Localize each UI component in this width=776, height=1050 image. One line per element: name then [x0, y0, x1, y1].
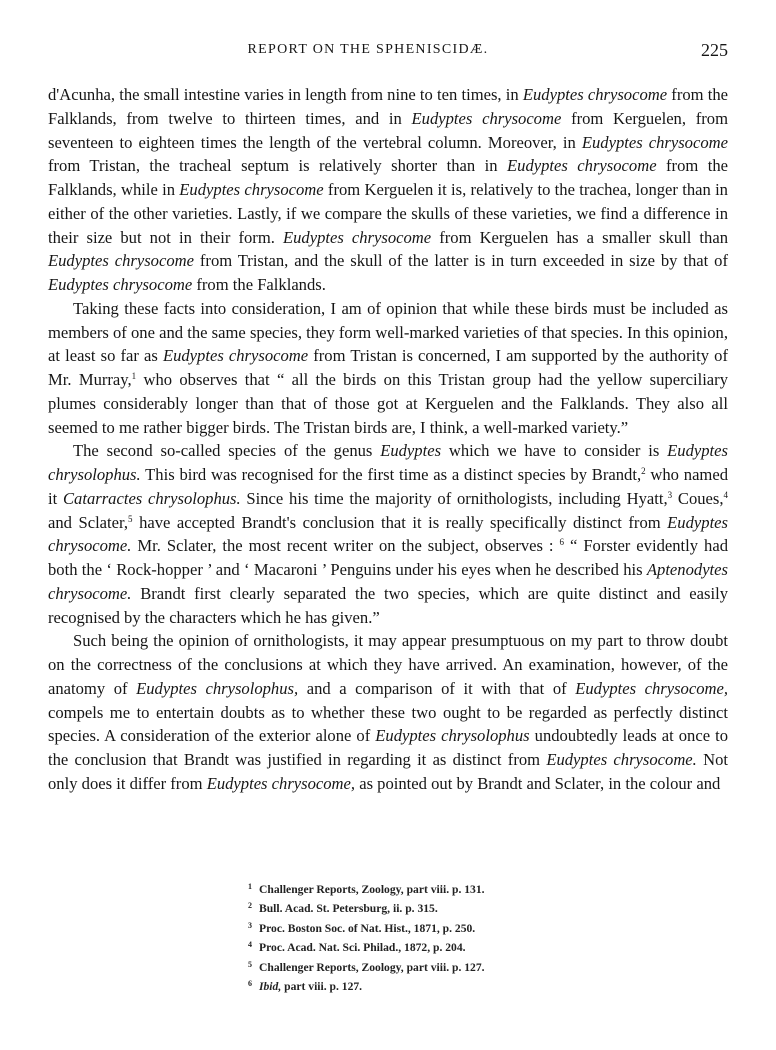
- italic-run: Eudyptes chrysocome,: [575, 678, 729, 698]
- italic-run: Eudyptes chrysolophus,: [136, 678, 299, 698]
- footnote-ref: 1: [131, 371, 137, 381]
- footnotes: [248, 880, 718, 996]
- text-run: and Sclater,: [48, 512, 129, 532]
- italic-run: Eudyptes chrysocome.: [48, 512, 728, 556]
- italic-run: Eudyptes chrysocome: [282, 227, 432, 247]
- footnote-ref: 3: [667, 489, 673, 500]
- text-run: Proc. Acad. Nat. Sci. Philad., 1872, p. 204.: [259, 941, 466, 955]
- text-run: “ Forster evidently had both the ‘ Rock-hopper ’ and ‘ Macaroni ’ Penguins under his eyes when he described his: [48, 536, 728, 579]
- text-run: from Kerguelen has a smaller skull than: [431, 227, 728, 247]
- paragraph: [48, 83, 728, 297]
- italic-run: Eudyptes chrysocome: [581, 132, 728, 152]
- text-run: Not only does it differ from: [48, 750, 728, 793]
- text-run: Taking these facts into consideration, I am of opinion that while these birds must be included as members of one and the same species, they form well-marked varieties of that species. In this opinion, at least so far as: [48, 298, 728, 366]
- text-run: from Kerguelen it is, relatively to the trachea, longer than in either of the other varieties. Lastly, if we compare the skulls of these varieties, we find a difference in their size but not in their form.: [48, 180, 728, 247]
- text-run: who observes that “ all the birds on this Tristan group had the yellow superciliary plumes considerably longer than that of those got at Kerguelen and the Falklands. They also all seemed to me rather bigger birds. The Tristan birds are, I think, a well-marked variety.”: [48, 370, 729, 437]
- italic-run: Eudyptes chrysolophus.: [48, 441, 728, 484]
- italic-run: Eudyptes: [380, 441, 442, 461]
- text-run: The second so-called species of the genus: [73, 441, 381, 461]
- text-run: compels me to entertain doubts as to whether these two ought to be regarded as perfectly distinct species. A consideration of the exterior alone of: [48, 702, 728, 746]
- footnote: 5 Challenger Reports, Zoology, part viii. p. 127.: [248, 959, 485, 974]
- running-head: [48, 40, 728, 64]
- italic-run: Eudyptes chrysolophus: [375, 726, 530, 746]
- footnote: 1 Challenger Reports, Zoology, part viii. p. 131.: [248, 882, 485, 896]
- text-run: from Tristan, the tracheal septum is relatively shorter than in: [48, 156, 508, 176]
- italic-run: Eudyptes chrysocome: [179, 180, 324, 199]
- text-run: from the Falklands, while in: [48, 156, 728, 199]
- footnote-text: [259, 961, 485, 974]
- text-run: Challenger Reports, Zoology, part viii. p. 131.: [259, 883, 485, 896]
- italic-run: Eudyptes chrysocome,: [206, 773, 356, 793]
- footnote-text: [259, 883, 485, 896]
- footnote: 6 Ibid, part viii. p. 127.: [248, 979, 363, 994]
- paragraph: [48, 439, 728, 629]
- text-run: part viii. p. 127.: [281, 980, 363, 994]
- footnote-ref: 4: [723, 489, 729, 500]
- italic-run: Eudyptes chrysocome: [522, 85, 668, 104]
- text-run: Brandt first clearly separated the two species, which are quite distinct and easily recognised by the characters which he has given.”: [48, 583, 728, 627]
- italic-run: Catarractes chrysolophus.: [62, 488, 241, 508]
- footnote-ref: 6: [559, 537, 565, 548]
- footnote: 2 Bull. Acad. St. Petersburg, ii. p. 315.: [248, 901, 438, 916]
- text-run: This bird was recognised for the first time as a distinct species by Brandt,: [140, 465, 642, 484]
- italic-run: Eudyptes chrysocome: [48, 275, 193, 294]
- footnote-text: [259, 922, 475, 935]
- footnote-ref: 5: [128, 513, 133, 524]
- footnote-text: [259, 980, 362, 993]
- italic-run: Ibid,: [259, 980, 282, 994]
- text-run: Mr. Sclater, the most recent writer on the subject, observes :: [131, 536, 560, 556]
- text-run: Since his time the majority of ornithologists, including Hyatt,: [240, 488, 668, 508]
- page-number: 225: [701, 40, 728, 60]
- text-run: Coues,: [672, 488, 724, 508]
- footnote: 4 Proc. Acad. Nat. Sci. Philad., 1872, p. 204.: [248, 940, 466, 955]
- text-run: undoubtedly leads at once to the conclusion that Brandt was justified in regarding it as distinct from: [48, 726, 729, 769]
- footnote-text: [259, 941, 466, 954]
- text-run: Bull. Acad. St. Petersburg, ii. p. 315.: [259, 902, 438, 916]
- text-run: as pointed out by Brandt and Sclater, in the colour and: [355, 773, 721, 793]
- footnote: 3 Proc. Boston Soc. of Nat. Hist., 1871, p. 250.: [248, 920, 476, 935]
- paragraph: [48, 629, 728, 795]
- italic-run: Aptenodytes chrysocome.: [48, 560, 728, 603]
- text-run: Challenger Reports, Zoology, part viii. p. 127.: [259, 960, 485, 974]
- text-run: from Tristan, and the skull of the latter is in turn exceeded in size by that of: [193, 251, 728, 271]
- footnote-ref: 2: [641, 466, 646, 476]
- text-run: who named it: [48, 465, 729, 508]
- text-run: Proc. Boston Soc. of Nat. Hist., 1871, p. 250.: [259, 921, 476, 935]
- running-title: REPORT ON THE SPHENISCIDÆ.: [247, 42, 489, 57]
- text-run: from the Falklands.: [192, 275, 326, 294]
- paragraph: [48, 297, 728, 440]
- footnote-text: [259, 902, 438, 915]
- text-run: d'Acunha, the small intestine varies in length from nine to ten times, in: [48, 85, 523, 104]
- italic-run: Eudyptes chrysocome.: [546, 750, 697, 769]
- italic-run: Eudyptes chrysocome: [162, 346, 309, 366]
- text-run: which we have to consider is: [441, 441, 668, 461]
- italic-run: Eudyptes chrysocome: [507, 156, 657, 176]
- text-run: from Kerguelen, from seventeen to eighteen times the length of the vertebral column. Moreover, in: [48, 108, 728, 152]
- text-run: have accepted Brandt's conclusion that it is really specifically distinct from: [132, 512, 668, 532]
- text-run: from the Falklands, from twelve to thirteen times, and in: [48, 85, 728, 128]
- text-run: Such being the opinion of ornithologists, it may appear presumptuous on my part to throw doubt on the correctness of the conclusions at which they have arrived. An examination, however, of the anatomy of: [48, 631, 728, 698]
- italic-run: Eudyptes chrysocome: [48, 251, 194, 271]
- text-run: from Tristan is concerned, I am supported by the authority of Mr. Murray,: [48, 346, 728, 389]
- body-text: [48, 83, 728, 796]
- italic-run: Eudyptes chrysocome: [411, 108, 562, 128]
- text-run: and a comparison of it with that of: [298, 678, 576, 698]
